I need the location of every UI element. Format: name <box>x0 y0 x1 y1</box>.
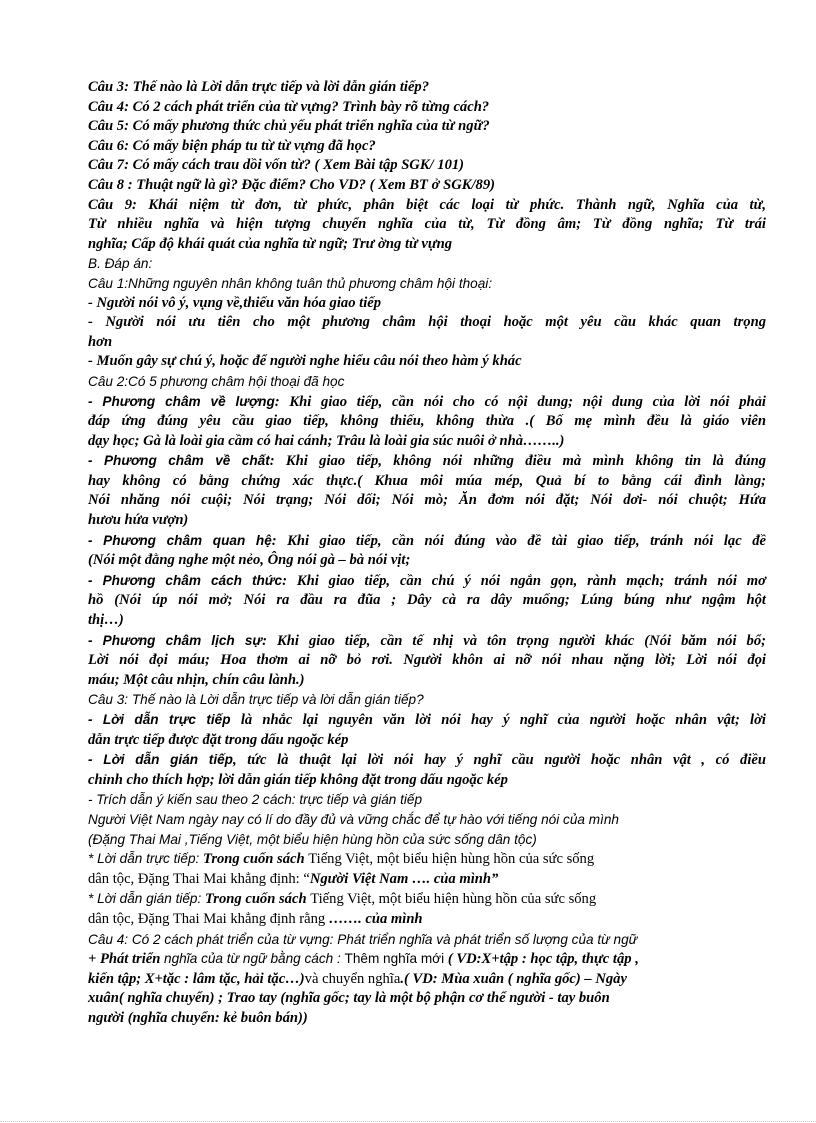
example-direct-quote: Người Việt Nam …. của mình” <box>309 870 499 887</box>
indirect-speech-text: , tức là thuật lại lời nói hay ý nghĩ cầu người hoặc nhân vật , có điều <box>232 752 766 769</box>
direct-speech-line <box>88 710 766 731</box>
answer-1-item: - Muốn gây sự chú ý, hoặc để người nghe hiểu câu nói theo hàm ý khác <box>88 353 522 370</box>
example-direct-bold: Trong cuốn sách <box>199 851 309 868</box>
maxim-manner-label: - Phương châm cách thức <box>88 572 283 588</box>
answer-4-line <box>88 970 766 990</box>
maxim-relation-text: : Khi giao tiếp, cần nói đúng vào đề tài giao tiếp, tránh nói lạc đề <box>271 532 766 549</box>
example-indirect-bold: Trong cuốn sách <box>201 891 311 908</box>
answer-4-line: người (nghĩa chuyển: kẻ buôn bán)) <box>88 1009 308 1026</box>
maxim-relation-label: - Phương châm quan hệ <box>88 532 272 548</box>
quote-source-line: (Đặng Thai Mai ,Tiếng Việt, một biểu hiện hùng hồn của sức sống dân tộc) <box>88 831 537 847</box>
direct-speech-line: dẫn trực tiếp được đặt trong dấu ngoặc kép <box>88 731 349 748</box>
maxim-politeness-label: - Phương châm lịch sự <box>88 632 263 648</box>
answer-1-item: - Người nói vô ý, vụng về,thiếu văn hóa giao tiếp <box>88 294 382 311</box>
question-list <box>88 78 766 254</box>
answer-heading: B. Đáp án: <box>88 256 153 272</box>
maxim-manner-text: : Khi giao tiếp, cần chú ý nói ngắn gọn, rành mạch; tránh nói mơ <box>282 572 766 589</box>
example-indirect-label: * Lời dẫn gián tiếp: <box>88 891 202 907</box>
maxim-politeness-text: : Khi giao tiếp, cần tế nhị và tôn trọng người khác (Nói băm nói bổ; <box>262 632 766 649</box>
question-line: Câu 5: Có mấy phương thức chủ yếu phát triển nghĩa của từ ngữ? <box>88 118 490 135</box>
answer-4-line: xuân( nghĩa chuyển) ; Trao tay (nghĩa gốc; tay là một bộ phận cơ thể người - tay buôn <box>88 990 610 1007</box>
document-page <box>88 78 766 1029</box>
maxim-manner-line: hồ (Nói úp nói mở; Nói ra đầu ra đũa ; Dây cà ra dây muống; Lúng búng như ngậm hột <box>88 592 766 609</box>
example-direct-text: dân tộc, Đặng Thai Mai khẳng định: “ <box>88 870 310 887</box>
quote-line: Người Việt Nam ngày nay có lí do đầy đủ và vững chắc để tự hào với tiếng nói của mình <box>88 811 619 827</box>
maxim-quantity-line: dạy học; Gà là loài gia cầm có hai cánh; Trâu là loài gia súc nuôi ở nhà……..) <box>88 432 565 449</box>
maxim-quality-text: : Khi giao tiếp, không nói những điều mà mình không tin là đúng <box>269 453 766 470</box>
example-indirect-title: Tiếng Việt, một biểu hiện hùng hồn của sức sống <box>310 891 597 908</box>
direct-speech-text: là nhắc lại nguyên văn lời nói hay ý nghĩ của người hoặc nhân vật; lời <box>240 712 766 728</box>
answer-4-new-meaning: Thêm nghĩa mới <box>344 951 448 967</box>
maxim-quantity-text: : Khi giao tiếp, cần nói cho có nội dung; nội dung của lời nói phải <box>274 393 766 410</box>
answer-4-line <box>88 949 766 970</box>
indirect-speech-line <box>88 750 766 771</box>
maxim-quality-line: Nói nhăng nói cuội; Nói trạng; Nói dối; Nói mò; Ăn đơm nói đặt; Nói dơi- nói chuột; Hứa <box>88 492 766 509</box>
maxim-relation-line <box>88 531 766 552</box>
maxim-quality-line <box>88 451 766 472</box>
indirect-speech-line: chỉnh cho thích hợp; lời dẫn gián tiếp không đặt trong dấu ngoặc kép <box>88 771 508 788</box>
answer-4-plus: + Phát triển <box>88 951 165 968</box>
example-direct-line <box>88 849 766 870</box>
answer-1-item: - Người nói ưu tiên cho một phương châm hội thoại hoặc một yêu cầu khác quan trọng <box>88 314 766 331</box>
maxim-quantity-label: - Phương châm về lượng <box>88 393 275 409</box>
answer-4-example: kiến tập; X+tặc : lâm tặc, hải tặc…) <box>88 970 305 987</box>
example-indirect-text: dân tộc, Đặng Thai Mai khẳng định rằng <box>88 910 329 927</box>
question-9-line: Câu 9: Khái niệm từ đơn, từ phức, phân biệt các loại từ phức. Thành ngữ, Nghĩa của từ, <box>88 196 766 213</box>
indirect-speech-label: - Lời dẫn gián tiếp <box>88 752 233 768</box>
answer-4-heading: Câu 4: Có 2 cách phát triển của từ vựng: Phát triển nghĩa và phát triển số lượng của từ ngữ <box>88 931 638 947</box>
example-indirect-line <box>88 889 766 910</box>
question-line: Câu 6: Có mấy biện pháp tu từ từ vựng đã học? <box>88 137 376 154</box>
maxim-quality-line: hay không có bằng chứng xác thực.( Khua môi múa mép, Quả bí to bằng cái đình làng; <box>88 472 766 489</box>
question-9-line: Từ nhiều nghĩa và hiện tượng chuyển nghĩa của từ, Từ đồng âm; Từ đồng nghĩa; Từ trái <box>88 216 766 233</box>
answer-4-and: và <box>304 970 323 987</box>
maxim-politeness-line: Lời nói đọi máu; Hoa thơm ai nỡ bỏ rơi. Người khôn ai nỡ nói nhau nặng lời; Lời nói đọi <box>88 652 766 669</box>
answer-4-method: nghĩa của từ ngữ bằng cách : <box>164 951 345 967</box>
example-indirect-quote: ……. của mình <box>328 910 423 927</box>
answer-1-item: hơn <box>88 333 113 350</box>
question-line: Câu 4: Có 2 cách phát triển của từ vựng? Trình bày rõ từng cách? <box>88 98 490 115</box>
question-line: Câu 8 : Thuật ngữ là gì? Đặc điểm? Cho VD? ( Xem BT ở SGK/89) <box>88 176 495 193</box>
maxim-quality-line: hươu hứa vượn) <box>88 512 189 529</box>
maxim-manner-line <box>88 571 766 592</box>
maxim-quantity-line: đáp ứng đúng yêu cầu giao tiếp, không thiếu, không thừa .( Bố mẹ mình đều là giáo viên <box>88 413 766 430</box>
maxim-quality-label: - Phương châm về chất <box>88 453 270 469</box>
example-direct-title: Tiếng Việt, một biểu hiện hùng hồn của sức sống <box>308 851 595 868</box>
answer-4-example: ( VD:X+tập : học tập, thực tập , <box>447 951 639 968</box>
maxim-relation-line: (Nói một đằng nghe một nẻo, Ông nói gà – bà nói vịt; <box>88 552 411 569</box>
maxim-manner-line: thị…) <box>88 612 124 629</box>
question-line: Câu 7: Có mấy cách trau dồi vốn từ? ( Xem Bài tập SGK/ 101) <box>88 157 465 174</box>
maxim-quantity-line <box>88 392 766 413</box>
question-9-line: nghĩa; Cấp độ khái quát của nghĩa từ ngữ; Trư ờng từ vựng <box>88 235 453 252</box>
question-line: Câu 3: Thế nào là Lời dẫn trực tiếp và lời dẫn gián tiếp? <box>88 79 430 95</box>
example-indirect-line <box>88 910 766 930</box>
example-direct-line <box>88 870 766 890</box>
answer-2-heading: Câu 2:Có 5 phương châm hội thoại đã học <box>88 373 345 389</box>
answer-4-example: .( VD: Mùa xuân ( nghĩa gốc) – Ngày <box>400 970 627 987</box>
maxim-politeness-line: máu; Một câu nhịn, chín câu lành.) <box>88 671 305 688</box>
answer-1-heading: Câu 1:Những nguyên nhân không tuân thủ phương châm hội thoại: <box>88 275 493 291</box>
direct-speech-label: - Lời dẫn trực tiếp <box>88 712 241 727</box>
answer-3-heading: Câu 3: Thế nào là Lời dẫn trực tiếp và lời dẫn gián tiếp? <box>88 692 424 708</box>
answer-4-shift: chuyển nghĩa <box>322 970 401 987</box>
exercise-line: - Trích dẫn ý kiến sau theo 2 cách: trực tiếp và gián tiếp <box>88 792 423 808</box>
maxim-politeness-line <box>88 631 766 652</box>
example-direct-label: * Lời dẫn trực tiếp: <box>88 851 200 867</box>
